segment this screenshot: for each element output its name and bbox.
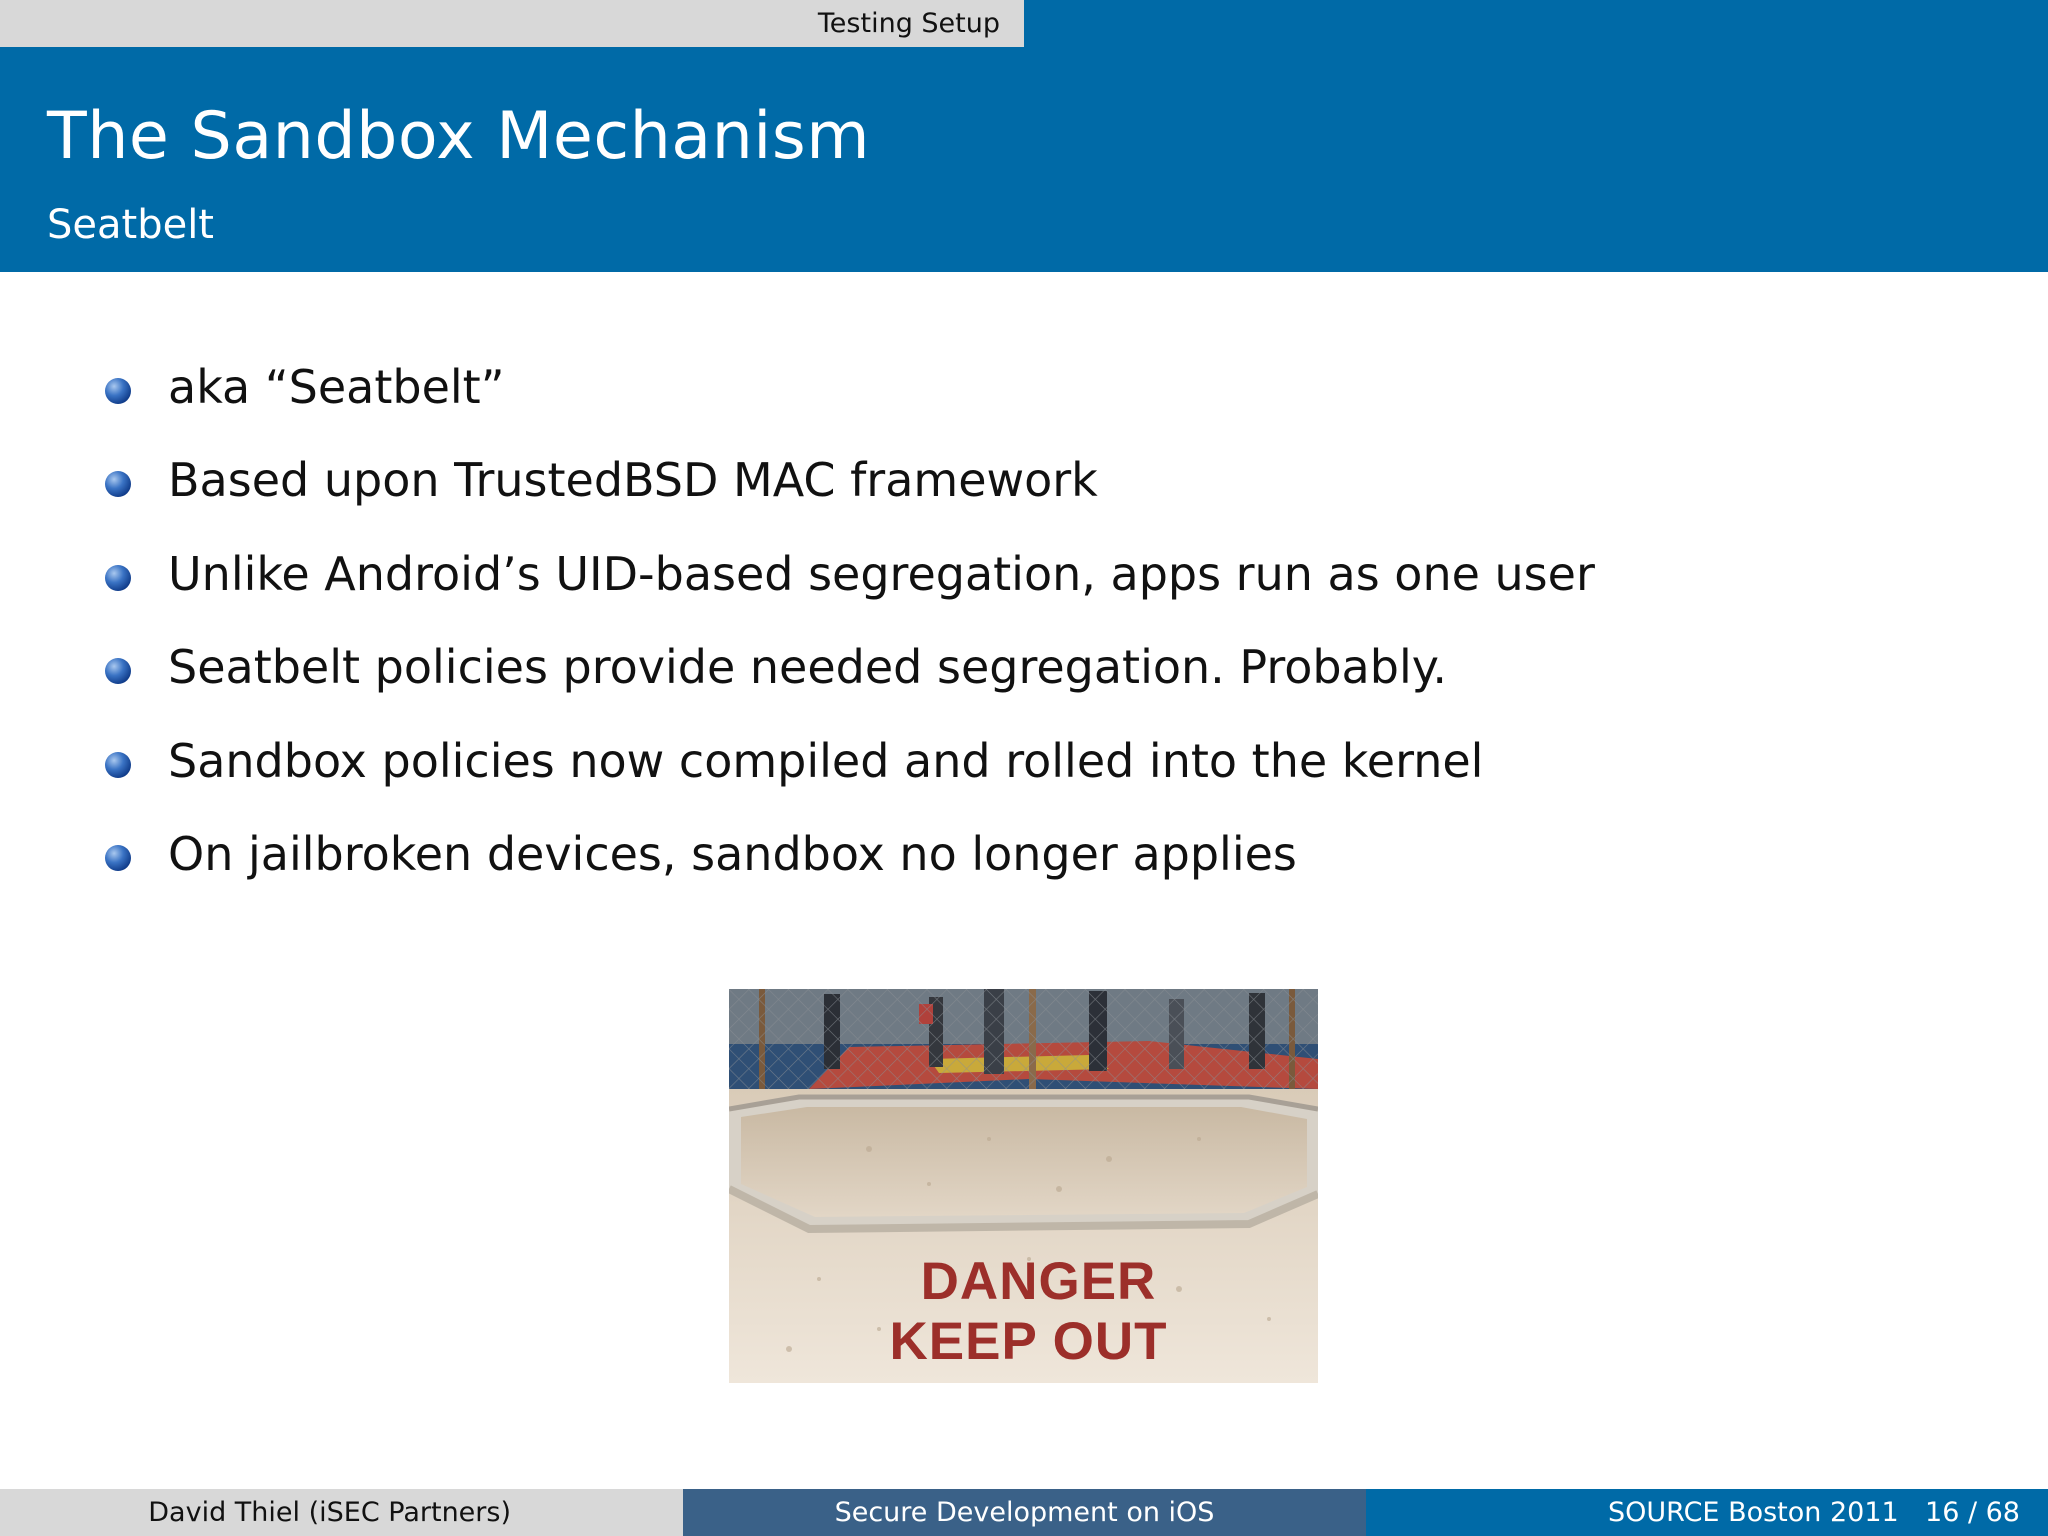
bullet-item [105, 355, 1595, 448]
sign-text-danger: DANGER [920, 1252, 1157, 1311]
bullet-text: Seatbelt policies provide needed segregation. Probably. [168, 640, 1448, 695]
bullet-icon [105, 752, 131, 778]
sign-text-keep-out: KEEP OUT [889, 1312, 1168, 1371]
sandbox-photo [729, 989, 1318, 1383]
slide-subtitle: Seatbelt [47, 202, 214, 248]
footer-talk-segment [683, 1489, 1366, 1536]
bullet-icon [105, 845, 131, 871]
bullet-text: Sandbox policies now compiled and rolled into the kernel [168, 733, 1484, 788]
bullet-icon [105, 471, 131, 497]
footer-talk-title: Secure Development on iOS [834, 1497, 1215, 1528]
bullet-icon [105, 658, 131, 684]
footer-author: David Thiel (iSEC Partners) [148, 1497, 511, 1528]
footer-event: SOURCE Boston 2011 [1608, 1497, 1899, 1528]
bullet-icon [105, 378, 131, 404]
bullet-item [105, 635, 1595, 728]
page-counter: 16 / 68 [1925, 1497, 2020, 1528]
bullet-text: Based upon TrustedBSD MAC framework [168, 453, 1098, 508]
title-band [0, 47, 2048, 272]
bullet-text: aka “Seatbelt” [168, 360, 505, 414]
top-navigation [0, 0, 2048, 47]
nav-section-current[interactable]: Testing Setup [817, 8, 1000, 39]
bullet-item [105, 448, 1595, 541]
footer-event-segment [1366, 1489, 2048, 1536]
bullet-list [105, 355, 1595, 915]
footer-author-segment [0, 1489, 683, 1536]
section-nav [0, 0, 1024, 47]
bullet-text: On jailbroken devices, sandbox no longer applies [168, 826, 1297, 881]
bullet-item [105, 729, 1595, 822]
bullet-text: Unlike Android’s UID-based segregation, apps run as one user [168, 546, 1595, 601]
bullet-item [105, 822, 1595, 915]
bullet-item [105, 542, 1595, 635]
bullet-icon [105, 565, 131, 591]
slide-title: The Sandbox Mechanism [47, 99, 871, 174]
footer [0, 1489, 2048, 1536]
